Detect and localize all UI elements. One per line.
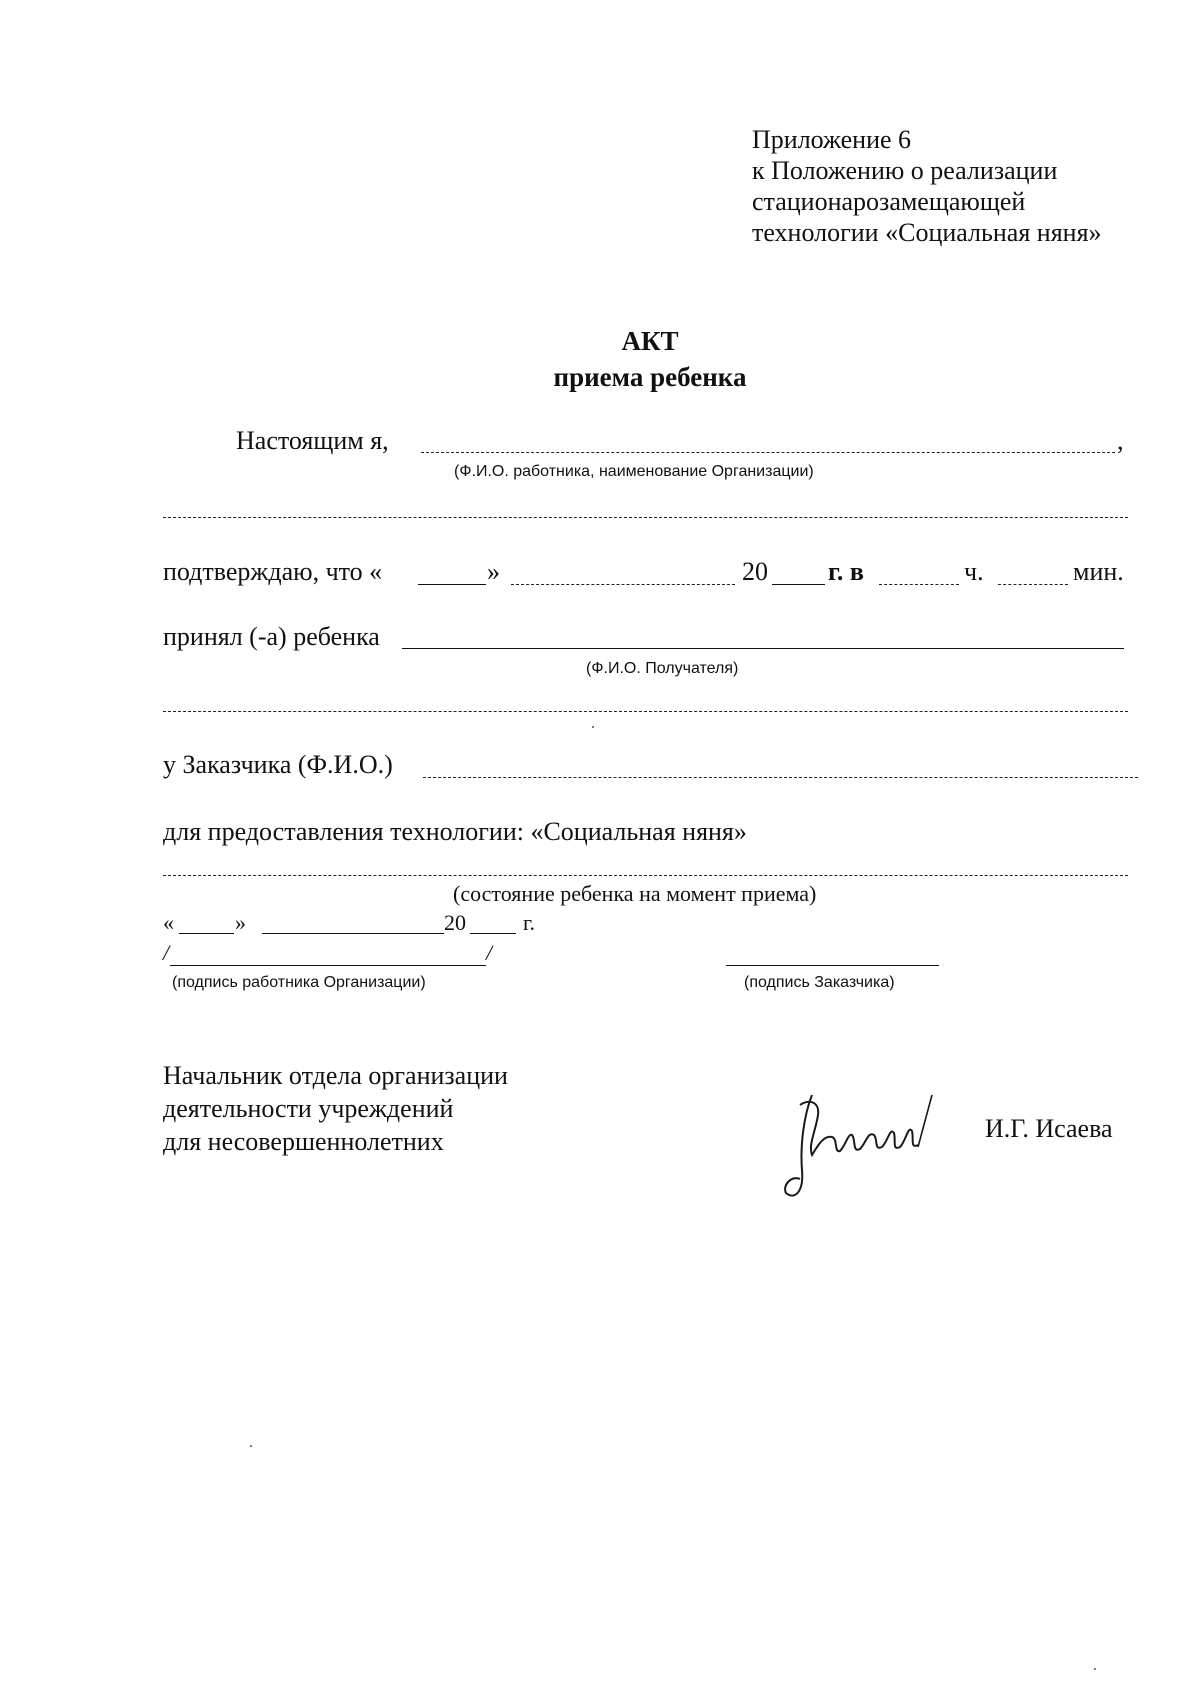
date-year-line[interactable] xyxy=(470,933,516,934)
date-year-suffix: г. xyxy=(523,910,536,935)
confirm-year-prefix: 20 xyxy=(742,557,768,586)
date-month-line[interactable] xyxy=(262,933,444,934)
hint-sign-customer: (подпись Заказчика) xyxy=(744,974,895,991)
confirm-quote-close: » xyxy=(487,557,500,586)
hint-worker: (Ф.И.О. работника, наименование Организации) xyxy=(454,463,814,480)
sign-slash-right: / xyxy=(486,940,493,965)
hint-state: (состояние ребенка на момент приема) xyxy=(453,881,817,906)
confirm-month-line[interactable] xyxy=(511,584,735,585)
worker-name-line-2[interactable] xyxy=(163,517,1128,518)
service-label: для предоставления технологии: «Социальная няня» xyxy=(163,817,747,846)
date-open-quote: « xyxy=(163,910,174,935)
confirm-hours-line[interactable] xyxy=(879,584,959,585)
document-title: АКТ xyxy=(621,326,679,356)
worker-name-line[interactable] xyxy=(421,452,1115,453)
confirm-year-suffix: г. в xyxy=(828,557,864,586)
appendix-line-4: технологии «Социальная няня» xyxy=(752,218,1102,247)
appendix-line-3: стационарозамещающей xyxy=(752,187,1026,216)
recipient-name-line[interactable] xyxy=(402,648,1124,649)
scan-speck xyxy=(1094,1668,1096,1670)
scan-speck xyxy=(592,726,594,728)
recipient-name-line-2[interactable] xyxy=(163,711,1128,712)
position-line-1: Начальник отдела организации xyxy=(163,1061,508,1090)
hint-recipient: (Ф.И.О. Получателя) xyxy=(586,660,739,677)
intro-label: Настоящим я, xyxy=(236,426,389,455)
customer-label: у Заказчика (Ф.И.О.) xyxy=(163,750,393,779)
confirm-minutes-line[interactable] xyxy=(998,584,1068,585)
handwritten-signature xyxy=(782,1075,962,1205)
date-year-prefix: 20 xyxy=(444,910,466,935)
position-line-3: для несовершеннолетних xyxy=(163,1127,444,1156)
position-line-2: деятельности учреждений xyxy=(163,1094,454,1123)
intro-comma: , xyxy=(1117,426,1124,455)
worker-signature-line[interactable] xyxy=(170,965,486,966)
customer-signature-line[interactable] xyxy=(726,965,939,966)
approver-name: И.Г. Исаева xyxy=(985,1114,1113,1143)
accepted-label: принял (-а) ребенка xyxy=(163,622,380,651)
scan-speck xyxy=(250,1445,252,1447)
state-line[interactable] xyxy=(163,875,1128,876)
appendix-line-1: Приложение 6 xyxy=(752,125,912,154)
sign-slash-left: / xyxy=(163,940,170,965)
date-close-quote: » xyxy=(235,910,246,935)
appendix-block xyxy=(752,124,1102,248)
appendix-line-2: к Положению о реализации xyxy=(752,156,1058,185)
document-subtitle: приема ребенка xyxy=(553,362,747,392)
confirm-year-line[interactable] xyxy=(772,584,825,585)
confirm-hours-label: ч. xyxy=(964,557,984,586)
customer-name-line[interactable] xyxy=(423,777,1138,778)
hint-sign-worker: (подпись работника Организации) xyxy=(172,974,426,991)
confirm-day-line[interactable] xyxy=(418,584,486,585)
confirm-minutes-label: мин. xyxy=(1073,557,1124,586)
date-day-line[interactable] xyxy=(179,933,234,934)
confirm-label: подтверждаю, что « xyxy=(163,557,383,586)
